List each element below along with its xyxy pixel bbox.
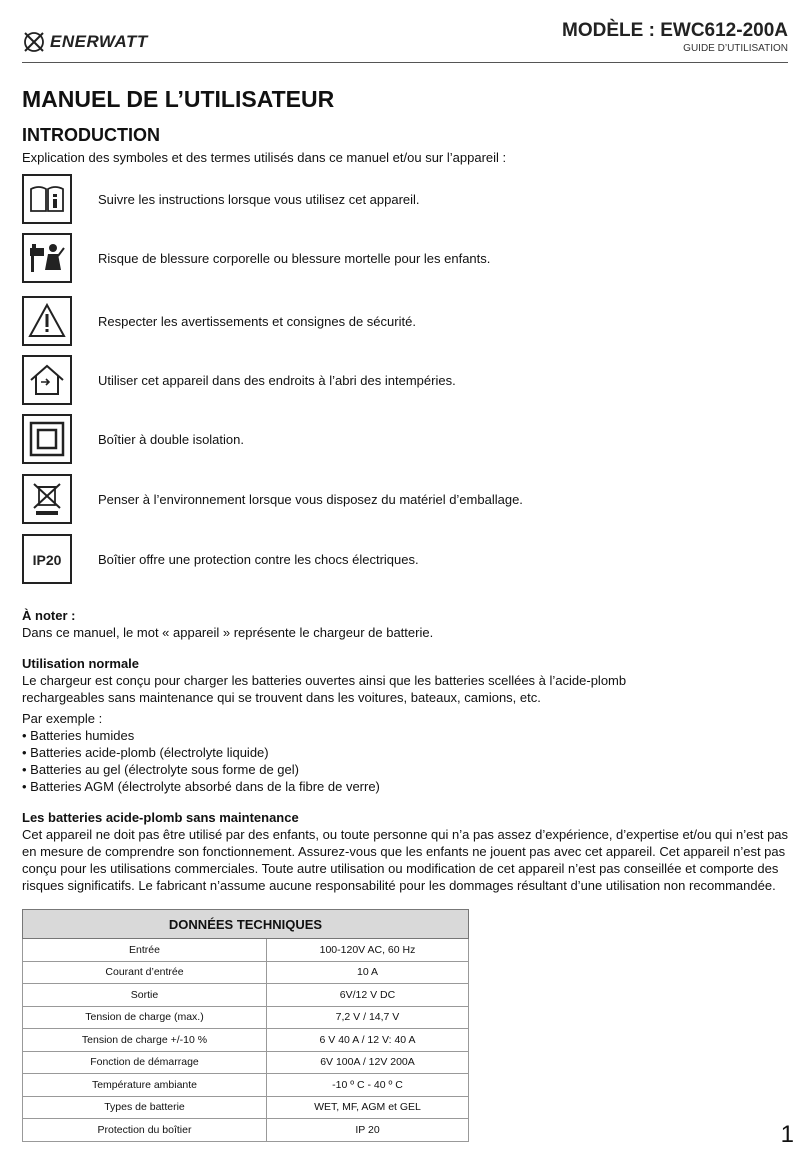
table-row	[23, 961, 469, 984]
symbol-text: Suivre les instructions lorsque vous utilisez cet appareil.	[98, 191, 420, 207]
table-value: -10 º C - 40 º C	[267, 1074, 469, 1097]
usage-heading: Utilisation normale	[22, 656, 140, 671]
symbol-row	[22, 172, 782, 226]
guide-subtitle: GUIDE D’UTILISATION	[683, 43, 788, 54]
symbol-text: Boîtier offre une protection contre les chocs électriques.	[98, 551, 419, 567]
table-value: 6 V 40 A / 12 V: 40 A	[267, 1029, 469, 1052]
symbol-box	[22, 233, 72, 283]
table-row	[23, 939, 469, 962]
symbol-row	[22, 472, 782, 526]
table-value: 10 A	[267, 961, 469, 984]
maintenance-text: Cet appareil ne doit pas être utilisé par des enfants, ou toute personne qui n’a pas assez d’expérience, d’expertise et/ou qui n’est pas en mesure de comprendre son fonctionnement. Assurez-vous que les enfants ne jouent pas avec cet appareil. Cet appareil n’est pas conçu pour les utilisations commerciales. Toute autre utilisation ou modification de cet appareil n’est pas conseillée et comporte des risques significatifs. Le fabricant n’assume aucune responsabilité pour les dommages résultant d’une utilisation non recommandée.	[22, 827, 789, 893]
table-value: 100-120V AC, 60 Hz	[267, 939, 469, 962]
model-block	[562, 20, 788, 54]
symbol-row	[22, 231, 782, 285]
table-label: Types de batterie	[23, 1096, 267, 1119]
section-heading: INTRODUCTION	[22, 125, 160, 145]
page-title: MANUEL DE L’UTILISATEUR	[22, 86, 335, 112]
table-label: Température ambiante	[23, 1074, 267, 1097]
table-label: Entrée	[23, 939, 267, 962]
note-heading: À noter :	[22, 608, 76, 623]
symbol-box	[22, 174, 72, 224]
list-item: • Batteries au gel (électrolyte sous forme de gel)	[22, 762, 299, 777]
symbol-row	[22, 353, 782, 407]
brand-logo	[22, 30, 148, 54]
symbol-text: Utiliser cet appareil dans des endroits à l’abri des intempéries.	[98, 372, 456, 388]
symbol-box	[22, 355, 72, 405]
symbol-box	[22, 474, 72, 524]
symbol-text: Boîtier à double isolation.	[98, 431, 244, 447]
tech-data-table	[22, 909, 469, 1142]
table-label: Courant d’entrée	[23, 961, 267, 984]
symbol-row	[22, 532, 782, 586]
symbol-text: Penser à l’environnement lorsque vous disposez du matériel d’emballage.	[98, 491, 523, 507]
symbol-row	[22, 412, 782, 466]
table-row	[23, 984, 469, 1007]
model-title: MODÈLE : EWC612-200A	[562, 20, 788, 41]
indoor-house-icon	[27, 360, 67, 400]
table-row	[23, 1006, 469, 1029]
list-item: • Batteries AGM (électrolyte absorbé dans de la fibre de verre)	[22, 779, 380, 794]
symbol-row	[22, 294, 782, 348]
ip20-icon	[27, 539, 67, 579]
page-number: 1	[780, 1121, 794, 1148]
crossed-bin-icon	[27, 479, 67, 519]
table-row	[23, 1051, 469, 1074]
table-value: 6V 100A / 12V 200A	[267, 1051, 469, 1074]
symbol-text: Risque de blessure corporelle ou blessure mortelle pour les enfants.	[98, 250, 491, 266]
table-title: DONNÉES TECHNIQUES	[23, 910, 469, 939]
double-insulation-icon	[27, 419, 67, 459]
usage-block	[22, 655, 790, 795]
battery-list	[22, 727, 790, 795]
table-value: WET, MF, AGM et GEL	[267, 1096, 469, 1119]
maintenance-block	[22, 809, 790, 894]
table-row	[23, 1074, 469, 1097]
usage-line: Le chargeur est conçu pour charger les batteries ouvertes ainsi que les batteries scellées à l’acide-plomb	[22, 673, 627, 688]
child-hazard-icon	[27, 238, 67, 278]
page-header	[22, 18, 788, 63]
table-label: Sortie	[23, 984, 267, 1007]
symbol-box	[22, 414, 72, 464]
table-label: Tension de charge +/-10 %	[23, 1029, 267, 1052]
note-block	[22, 607, 790, 641]
table-label: Fonction de démarrage	[23, 1051, 267, 1074]
brand-name: ENERWATT	[50, 32, 148, 51]
maintenance-heading: Les batteries acide-plomb sans maintenance	[22, 810, 299, 825]
table-value: IP 20	[267, 1119, 469, 1142]
list-item: • Batteries humides	[22, 728, 135, 743]
intro-text: Explication des symboles et des termes utilisés dans ce manuel et/ou sur l’appareil :	[22, 150, 507, 165]
table-row	[23, 1029, 469, 1052]
instructions-book-icon	[27, 179, 67, 219]
ip20-label: IP20	[32, 552, 62, 568]
warning-triangle-icon	[27, 301, 67, 341]
table-row	[23, 1119, 469, 1142]
list-item: • Batteries acide-plomb (électrolyte liquide)	[22, 745, 269, 760]
table-label: Tension de charge (max.)	[23, 1006, 267, 1029]
symbol-text: Respecter les avertissements et consignes de sécurité.	[98, 313, 416, 329]
table-row	[23, 1096, 469, 1119]
table-value: 7,2 V / 14,7 V	[267, 1006, 469, 1029]
note-text: Dans ce manuel, le mot « appareil » représente le chargeur de batterie.	[22, 625, 434, 640]
usage-example: Par exemple :	[22, 711, 103, 726]
table-label: Protection du boîtier	[23, 1119, 267, 1142]
table-value: 6V/12 V DC	[267, 984, 469, 1007]
symbol-box	[22, 296, 72, 346]
usage-line: rechargeables sans maintenance qui se trouvent dans les voitures, bateaux, camions, etc.	[22, 690, 541, 705]
enerwatt-logo-icon	[22, 30, 46, 54]
symbol-box	[22, 534, 72, 584]
